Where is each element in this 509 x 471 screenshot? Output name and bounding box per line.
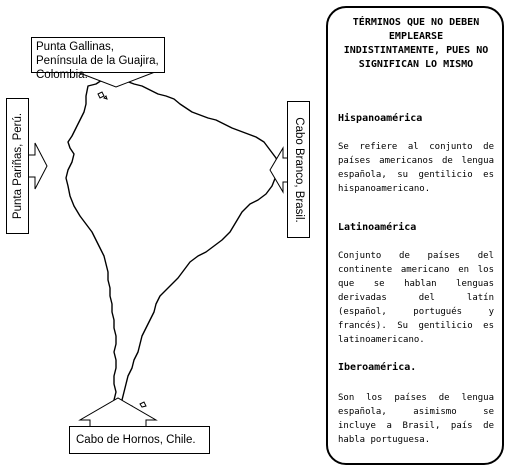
label-punta-parinas — [6, 98, 29, 234]
term-hispanoamerica-heading: Hispanoamérica — [338, 113, 423, 124]
caribbean-islands — [98, 92, 107, 99]
term-iberoamerica-heading: Iberoamérica. — [338, 362, 417, 373]
label-cabo-branco — [287, 101, 310, 238]
terms-panel — [326, 6, 504, 465]
continent-outline — [66, 79, 279, 412]
term-latinoamerica-heading: Latinoamérica — [338, 222, 417, 233]
label-punta-gallinas: Punta Gallinas, Península de la Guajira, Colombia. — [31, 37, 165, 73]
label-cabo-de-hornos: Cabo de Hornos, Chile. — [69, 426, 210, 454]
arrow-right-icon — [28, 143, 47, 189]
panel-title: TÉRMINOS QUE NO DEBEN EMPLEARSE INDISTINTAMENTE, PUES NO SIGNIFICAN LO MISMO — [343, 17, 489, 70]
term-latinoamerica-definition: Conjunto de países del continente americano en los que se hablan lenguas derivadas del latín (español, portugués y francés). Su gentilicio es latinoamericano. — [338, 251, 494, 345]
label-punta-parinas-text: Punta Pariñas, Perú. — [11, 112, 24, 220]
term-hispanoamerica-definition: Se refiere al conjunto de países americanos de lengua española, su gentilicio es hispanoamericano. — [338, 142, 494, 194]
label-cabo-branco-text: Cabo Branco, Brasil. — [292, 116, 305, 223]
term-iberoamerica-definition: Son los países de lengua española, asimismo se incluye a Brasil, país de habla portuguesa. — [338, 393, 494, 445]
